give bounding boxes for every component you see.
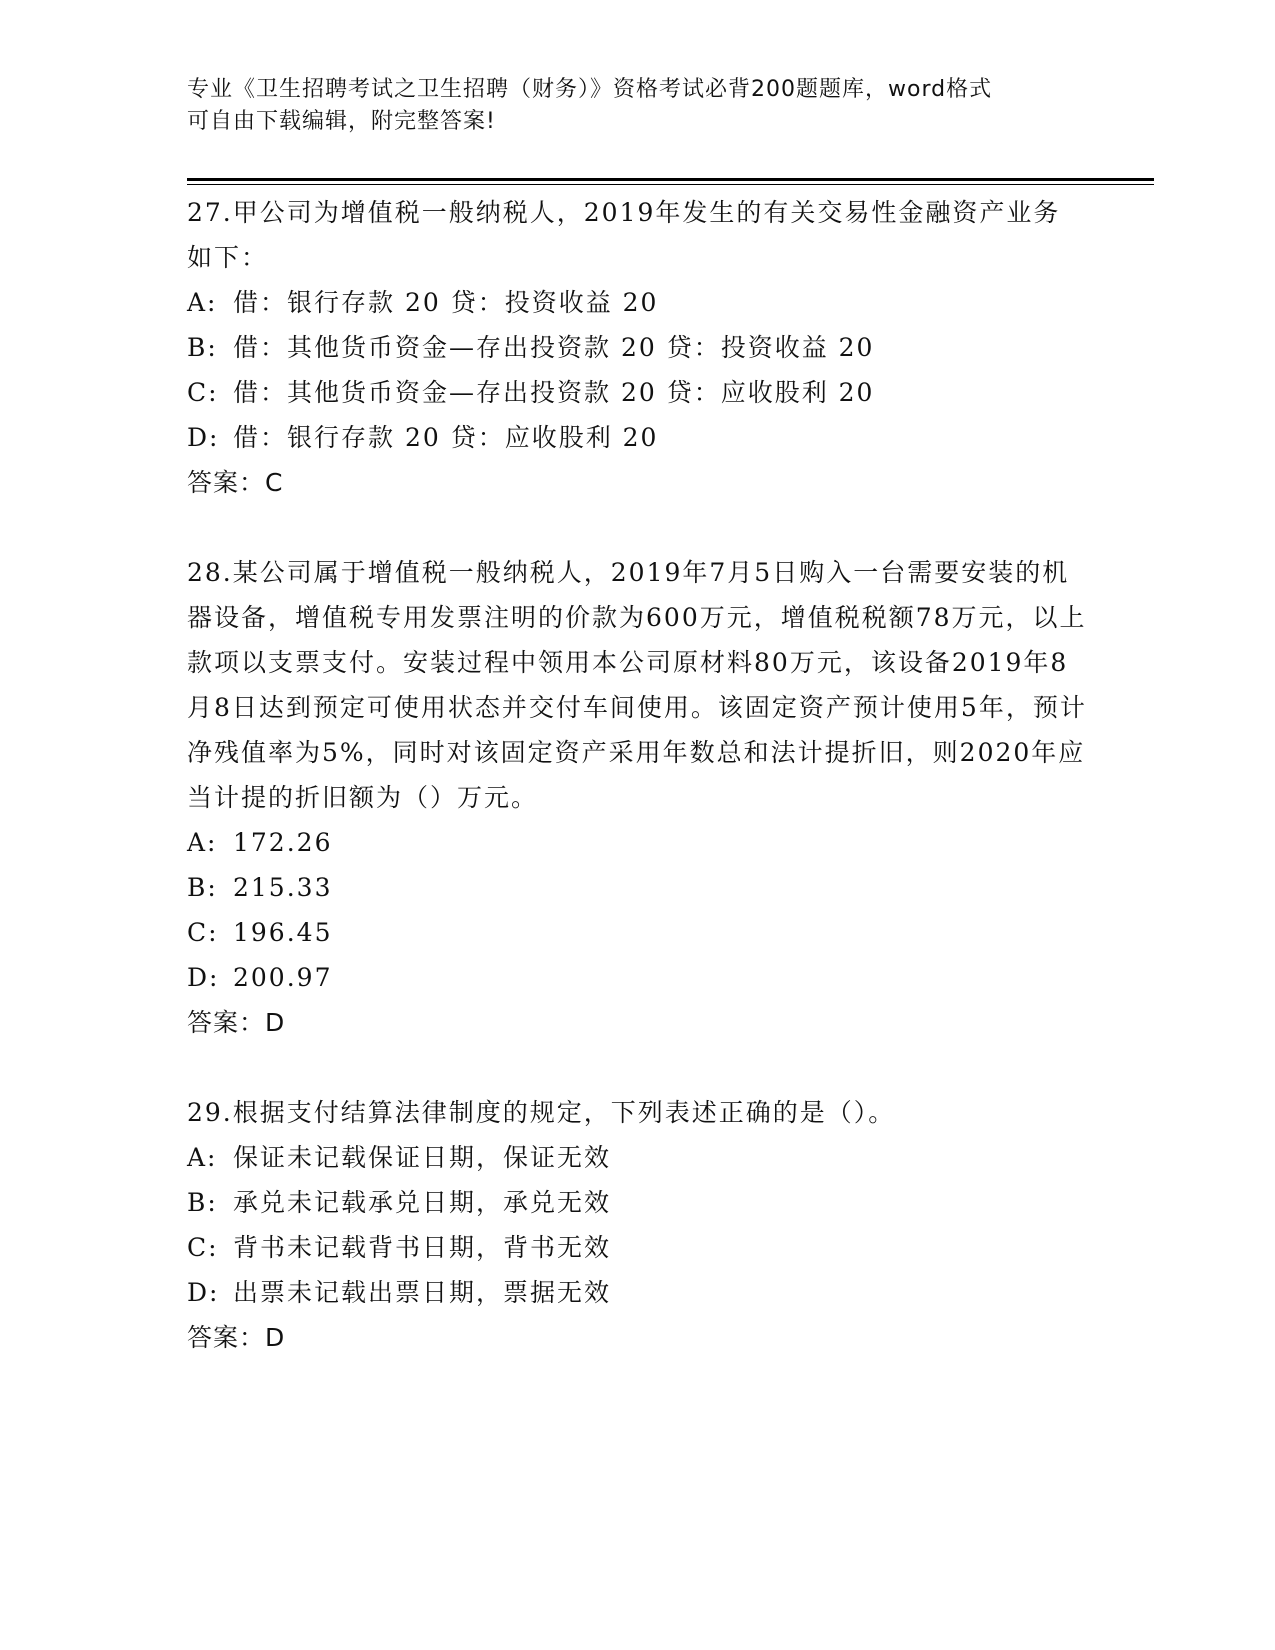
- question-stem: [187, 1090, 1087, 1135]
- question-stem: [187, 550, 1087, 820]
- option-letter: A:: [187, 828, 218, 857]
- question-number: 27.: [187, 198, 233, 227]
- option-letter: C:: [187, 1233, 219, 1262]
- question-text: 甲公司为增值税一般纳税人，2019年发生的有关交易性金融资产业务如下：: [187, 198, 1061, 272]
- option-text: 借：银行存款 20 贷：应收股利 20: [233, 423, 659, 452]
- question-stem: [187, 190, 1087, 280]
- question-number: 29.: [187, 1098, 233, 1127]
- option-text: 出票未记载出票日期，票据无效: [233, 1278, 612, 1307]
- header-line-1: 专业《卫生招聘考试之卫生招聘（财务）》资格考试必背200题题库，word格式: [187, 77, 993, 102]
- option-c: [187, 370, 1087, 415]
- answer-label: 答案：C: [187, 468, 284, 497]
- option-text: 承兑未记载承兑日期，承兑无效: [233, 1188, 612, 1217]
- question-text: 某公司属于增值税一般纳税人，2019年7月5日购入一台需要安装的机器设备，增值税专用发票注明的价款为600万元，增值税税额78万元，以上款项以支票支付。安装过程中领用本公司原材料80万元，该设备2019年8月8日达到预定可使用状态并交付车间使用。该固定资产预计使用5年，预计净残值率为5%，同时对该固定资产采用年数总和法计提折旧，则2020年应当计提的折旧额为（）万元。: [187, 558, 1087, 812]
- option-text: 借：其他货币资金—存出投资款 20 贷：投资收益 20: [233, 333, 875, 362]
- option-d: [187, 955, 1087, 1000]
- question-spacer: [187, 505, 1087, 550]
- option-text: 200.97: [233, 963, 333, 992]
- option-letter: D:: [187, 963, 220, 992]
- option-b: [187, 1180, 1087, 1225]
- option-letter: B:: [187, 333, 218, 362]
- option-d: [187, 1270, 1087, 1315]
- option-a: [187, 1135, 1087, 1180]
- document-header: [187, 74, 1077, 138]
- option-letter: A:: [187, 1143, 218, 1172]
- option-text: 196.45: [233, 918, 333, 947]
- answer-label: 答案：D: [187, 1008, 286, 1037]
- question-28: [187, 550, 1087, 1045]
- header-line-2: 可自由下载编辑，附完整答案!: [187, 109, 496, 134]
- question-number: 28.: [187, 558, 233, 587]
- option-a: [187, 820, 1087, 865]
- header-divider-thick: [187, 178, 1154, 181]
- question-text: 根据支付结算法律制度的规定，下列表述正确的是（）。: [232, 1098, 896, 1127]
- option-text: 215.33: [233, 873, 333, 902]
- option-letter: D:: [187, 423, 220, 452]
- option-d: [187, 415, 1087, 460]
- option-text: 背书未记载背书日期，背书无效: [233, 1233, 612, 1262]
- option-text: 借：银行存款 20 贷：投资收益 20: [233, 288, 659, 317]
- question-27: [187, 190, 1087, 505]
- option-b: [187, 865, 1087, 910]
- answer-label: 答案：D: [187, 1323, 286, 1352]
- option-letter: A:: [187, 288, 218, 317]
- option-text: 172.26: [233, 828, 333, 857]
- option-letter: C:: [187, 378, 219, 407]
- option-a: [187, 280, 1087, 325]
- header-divider-thin: [187, 184, 1154, 185]
- option-letter: B:: [187, 873, 218, 902]
- question-list: [187, 190, 1087, 1360]
- option-text: 保证未记载保证日期，保证无效: [233, 1143, 612, 1172]
- option-c: [187, 910, 1087, 955]
- option-letter: C:: [187, 918, 219, 947]
- option-letter: D:: [187, 1278, 220, 1307]
- question-29: [187, 1090, 1087, 1360]
- option-b: [187, 325, 1087, 370]
- option-text: 借：其他货币资金—存出投资款 20 贷：应收股利 20: [233, 378, 875, 407]
- option-letter: B:: [187, 1188, 218, 1217]
- question-spacer: [187, 1045, 1087, 1090]
- option-c: [187, 1225, 1087, 1270]
